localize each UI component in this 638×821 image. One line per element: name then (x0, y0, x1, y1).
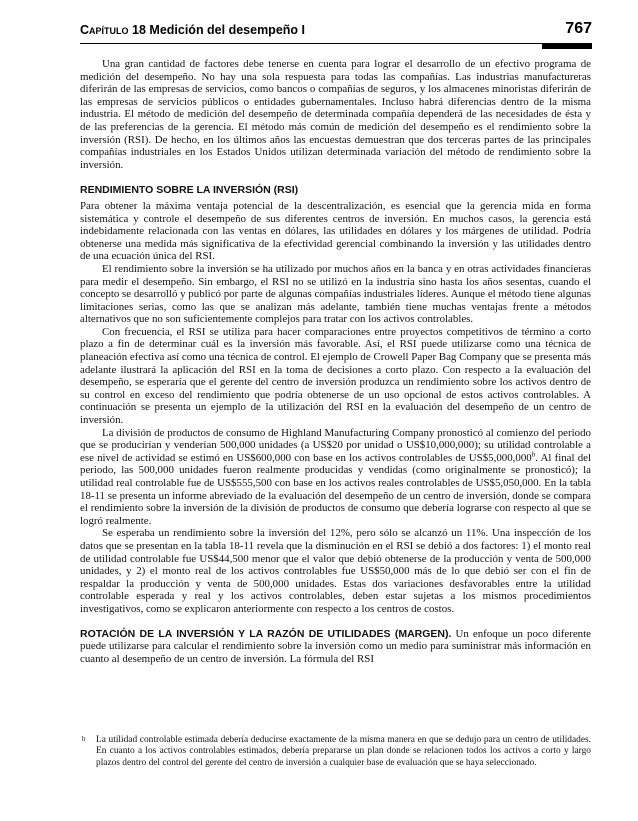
chapter-number: 18 (132, 23, 146, 37)
paragraph-rotation (80, 628, 591, 666)
intro-paragraph: Una gran cantidad de factores debe tenerse en cuenta para lograr el desarrollo de un efectivo programa de medición del desempeño. No hay una sola respuesta para todas las compañías. Las industrias manufactureras diferirán de las empresas de servicios, como bancos o compañías de seguros, y los almacenes minoristas diferirán de las empresas de servicios públicos o entidades gubernamentales. Incluso habrá diferencias dentro de la misma industria. El método de medición del desempeño de determinada compañía dependerá de las necesidades de ésta y de las preferencias de la gerencia. El método más común de medición del desempeño es el rendimiento sobre la inversión (RSI). De hecho, en los últimos años las encuestas demuestran que dos terceras partes de las principales compañías industriales en los Estados Unidos utilizan determinada variación del método de rendimiento sobre la inversión. (80, 58, 591, 171)
chapter-heading (80, 23, 305, 37)
paragraph-text: . Al final del periodo, las 500,000 unidades fueron realmente producidas y vendidas (como originalmente se pronosticó); la utilidad real controlable fue de US$555,500 con base en los activos reales controlables de US$5,050,000. En la tabla 18-11 se presenta un informe abreviado de la evaluación del desempeño de un centro de inversión, donde se compara el rendimiento sobre la inversión de la división de productos de consumo que debería lograrse con respecto al que se logró realmente. (80, 451, 591, 527)
section-heading-rsi: RENDIMIENTO SOBRE LA INVERSIÓN (RSI) (80, 184, 299, 197)
paragraph: El rendimiento sobre la inversión se ha utilizado por muchos años en la banca y en otras actividades financieras para medir el desempeño. Sin embargo, el RSI no se utilizó en la industria sino hasta los años sesentas, cuando el concepto se desarrolló y publicó por parte de algunas compañías industriales líderes. Aunque el método tiene algunas limitaciones serias, como las que se analizan más adelante, también tiene muchas ventajas frente a métodos alternativos que no son suficientemente complejos para tratar con los activos controlables. (80, 262, 591, 326)
paragraph-highland (80, 427, 591, 528)
chapter-prefix: Capítulo (80, 23, 129, 37)
section-heading-rotation: ROTACIÓN DE LA INVERSIÓN Y LA RAZÓN DE UTILIDADES (MARGEN). (80, 627, 452, 640)
chapter-title: Medición del desempeño I (149, 23, 305, 37)
footnote-text: La utilidad controlable estimada debería deducirse exactamente de la misma manera en que se dedujo para un centro de utilidades. En cuanto a los activos controlables estimados, debería prepararse un plan donde se relacionen todos los activos a corto y largo plazos dentro del control del gerente del centro de inversión a cualquier base de evaluación que se haya seleccionado. (96, 735, 591, 768)
footnote-mark: b (82, 735, 86, 743)
header-rule (80, 43, 592, 44)
main-text (80, 58, 591, 665)
paragraph-text: La división de productos de consumo de Highland Manufacturing Company pronosticó al comienzo del periodo que se producirían y venderían 500,000 unidades (a US$20 por unidad o US$10,000,000); su utilidad controlable a ese nivel de actividad se estimó en US$600,000 con base en los activos controlables de US$5,000,000 (80, 426, 591, 464)
footnote-reference: b (531, 450, 536, 459)
paragraph: Con frecuencia, el RSI se utiliza para hacer comparaciones entre proyectos competitivos de término a corto plazo a fin de determinar cuál es la inversión más favorable. Así, el RSI puede utilizarse como una técnica de planeación efectiva así como una técnica de control. El ejemplo de Crowell Paper Bag Company que se presenta más adelante ilustrará la aplicación del RSI en la toma de decisiones a corto plazo. Con respecto a la evaluación del desempeño, se esperaría que el gerente del centro de inversión produzca un rendimiento sobre los activos dentro de su control en exceso del rendimiento que podría obtenerse de un uso opcional de estos activos controlables. A continuación se presenta un ejemplo de la utilización del RSI en la evaluación del desempeño de un centro de inversión. (80, 325, 591, 427)
page-number: 767 (565, 20, 592, 37)
paragraph-text: Un enfoque un poco diferente puede utilizarse para calcular el rendimiento sobre la inversión como un medio para suministrar más información en cuanto al desempeño de un centro de inversión. La fórmula del RSI (80, 627, 591, 665)
thumb-tab-marker (542, 44, 592, 49)
footnote (80, 735, 591, 769)
paragraph: Para obtener la máxima ventaja potencial de la descentralización, es esencial que la gerencia mida en forma sistemática y controle el desempeño de sus diferentes centros de inversión. En muchos casos, la gerencia está indebidamente relacionada con las ventas en dólares, las utilidades en dólares y los márgenes de utilidad. Podría obtenerse una medida más significativa de la efectividad gerencial combinando la inversión y las utilidades dentro de una ecuación única del RSI. (80, 199, 591, 263)
running-header (80, 20, 592, 44)
paragraph: Se esperaba un rendimiento sobre la inversión del 12%, pero sólo se alcanzó un 11%. Una inspección de los datos que se presentan en la tabla 18-11 revela que la disminución en el RSI se debió a dos factores: 1) el monto real de utilidad controlable fue US$44,500 menor que el valor que debió obtenerse de la producción y venta de 500,000 unidades, y 2) el monto real de los activos controlables fue US$50,000 más de lo que debió ser con el fin de respaldar la producción y venta de 500,000 unidades. Estas dos variaciones desfavorables entre la utilidad controlable esperada y real y los activos controlables, deben estar sujetas a los mismos procedimientos investigativos, como se explicaron anteriormente con respecto a los centros de costos. (80, 527, 591, 615)
